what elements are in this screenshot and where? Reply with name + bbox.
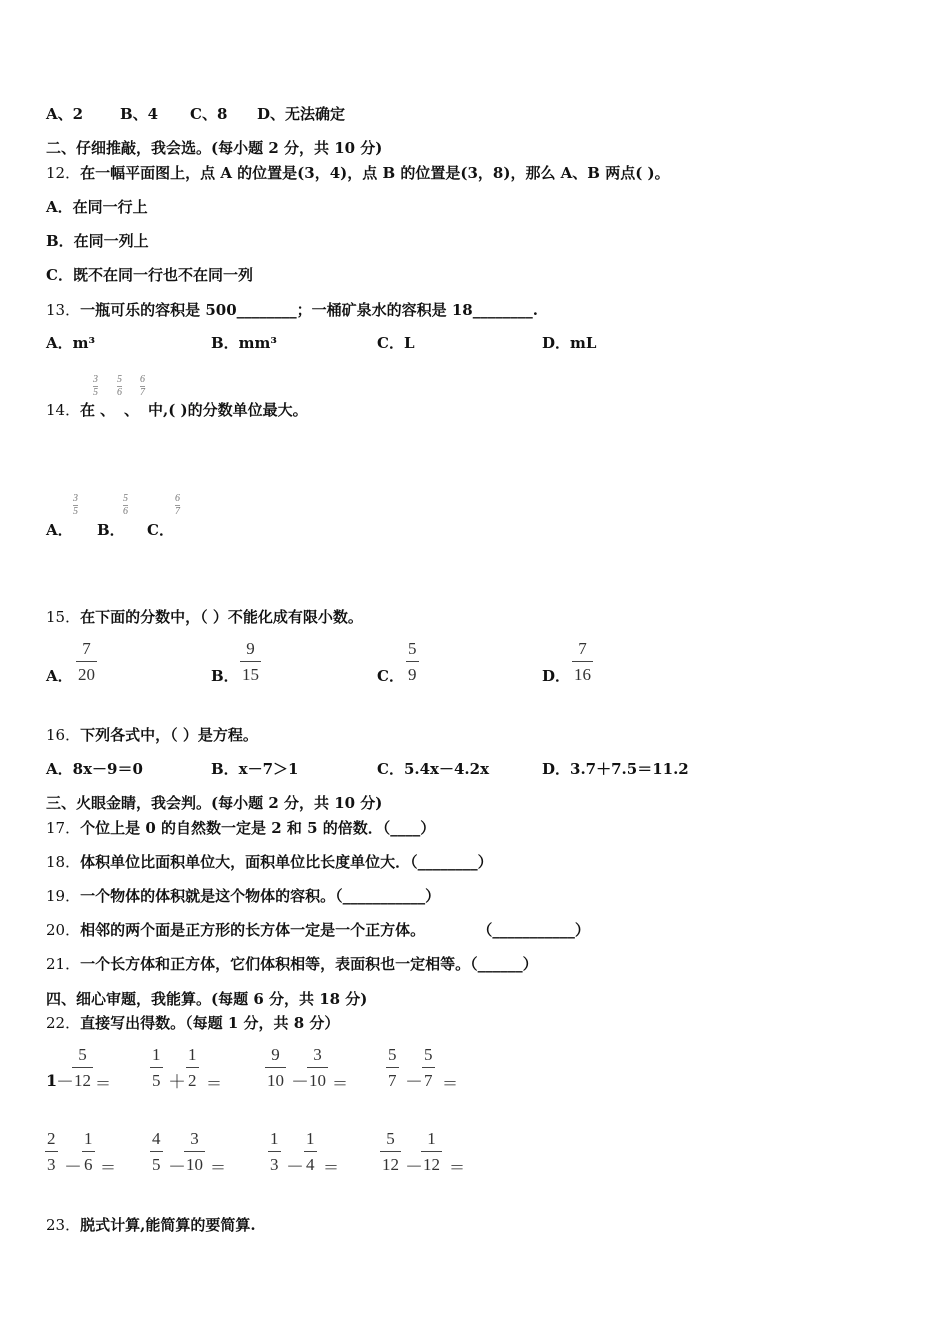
question-text: 个位上是 0 的自然数一定是 2 和 5 的倍数．（____） [80,819,436,837]
q11-option-b[interactable]: B、4 [120,105,159,123]
question-number: 17． [46,819,81,837]
minus-sign: － [286,1157,304,1177]
question-text-after: 中,( )的分数单位最大。 [148,401,308,419]
q12-option-b[interactable]: B．在同一列上 [46,232,149,250]
question-number: 22． [46,1014,81,1032]
question-13 [46,299,538,320]
q14-option-c[interactable]: C． [147,521,174,539]
question-number: 13． [46,301,81,319]
section-2-title: 二、仔细推敲，我会选。(每小题 2 分，共 10 分) [46,139,383,157]
question-text: 一瓶可乐的容积是 500________；一桶矿泉水的容积是 18________. [80,301,538,319]
q12-option-c[interactable]: C．既不在同一行也不在同一列 [46,266,253,284]
fraction: 1 5 [152,1045,161,1090]
q13-option-d[interactable]: D．mL [542,334,597,352]
plus-sign: ＋ [168,1072,186,1092]
fraction-image: 6 7 [175,493,180,517]
question-23 [46,1214,256,1235]
question-15 [46,606,363,627]
fraction-image: 5 6 [123,493,128,517]
minus-sign: － [168,1157,186,1177]
question-text: 在下面的分数中，（ ）不能化成有限小数。 [80,608,363,626]
separator: 、 [100,401,116,419]
fraction: 1 2 [188,1045,197,1090]
q16-option-a[interactable]: A．8x－9＝0 [46,760,143,778]
q13-option-a[interactable]: A．m³ [46,334,96,352]
question-20 [46,919,590,940]
equals-sign: ＝ [449,1158,466,1177]
question-19 [46,885,440,906]
question-22 [46,1012,339,1033]
equals-sign: ＝ [100,1158,117,1177]
question-number: 12． [46,164,81,182]
question-number: 15． [46,608,81,626]
question-number: 14． [46,401,81,419]
fraction: 5 12 [382,1129,399,1174]
separator: 、 [124,401,140,419]
q11-option-d[interactable]: D、无法确定 [257,105,346,123]
equals-sign: ＝ [442,1074,459,1093]
fraction: 1 4 [306,1129,315,1174]
minus-sign: － [56,1072,74,1092]
fraction: 7 20 [78,639,95,684]
equals-sign: ＝ [206,1074,223,1093]
equals-sign: ＝ [95,1074,112,1093]
fraction: 7 16 [574,639,591,684]
minus-sign: － [405,1072,423,1092]
question-16 [46,724,258,745]
fraction: 5 7 [424,1045,433,1090]
fraction: 5 7 [388,1045,397,1090]
q14-option-a[interactable]: A． [46,521,73,539]
section-4-title: 四、细心审题，我能算。(每题 6 分，共 18 分) [46,990,368,1008]
question-text: 脱式计算,能简算的要简算. [80,1216,256,1234]
question-text: 一个长方体和正方体，它们体积相等，表面积也一定相等。（______） [80,955,538,973]
q16-option-b[interactable]: B．x－7＞1 [211,760,299,778]
integer-one: 1 [46,1071,58,1090]
fraction: 1 6 [84,1129,93,1174]
q15-option-a[interactable]: A． [46,667,73,685]
question-text: 体积单位比面积单位大，面积单位比长度单位大．（________） [80,853,493,871]
fraction-image: 5 6 [117,374,122,398]
question-text: 直接写出得数。（每题 1 分，共 8 分） [80,1014,340,1032]
fraction: 1 3 [270,1129,279,1174]
minus-sign: － [405,1157,423,1177]
equals-sign: ＝ [210,1158,227,1177]
fraction: 2 3 [47,1129,56,1174]
fraction: 9 15 [242,639,259,684]
equals-sign: ＝ [323,1158,340,1177]
q13-option-b[interactable]: B．mm³ [211,334,277,352]
q12-option-a[interactable]: A．在同一行上 [46,198,148,216]
q16-option-d[interactable]: D．3.7＋7.5＝11.2 [542,760,689,778]
question-text-before: 在 [80,401,96,419]
q15-option-b[interactable]: B． [211,667,239,685]
question-number: 19． [46,887,81,905]
question-text: 一个物体的体积就是这个物体的容积。（___________） [80,887,441,905]
question-number: 23． [46,1216,81,1234]
minus-sign: － [64,1157,82,1177]
fraction: 1 12 [423,1129,440,1174]
fraction: 5 12 [74,1045,91,1090]
fraction: 9 10 [267,1045,284,1090]
minus-sign: － [291,1072,309,1092]
question-text: 相邻的两个面是正方形的长方体一定是一个正方体。 （___________） [80,921,590,939]
question-number: 21． [46,955,81,973]
fraction-image: 6 7 [140,374,145,398]
fraction: 3 10 [186,1129,203,1174]
equals-sign: ＝ [332,1074,349,1093]
q15-option-d[interactable]: D． [542,667,571,685]
fraction: 3 10 [309,1045,326,1090]
fraction: 5 9 [408,639,417,684]
question-text: 下列各式中，（ ）是方程。 [80,726,258,744]
fraction: 4 5 [152,1129,161,1174]
question-12 [46,162,670,183]
question-number: 20． [46,921,81,939]
question-number: 16． [46,726,81,744]
question-text: 在一幅平面图上，点 A 的位置是(3，4)，点 B 的位置是(3，8)，那么 A、B 两点( )。 [80,164,670,182]
section-3-title: 三、火眼金睛，我会判。(每小题 2 分，共 10 分) [46,794,383,812]
q15-option-c[interactable]: C． [377,667,404,685]
q13-option-c[interactable]: C．L [377,334,415,352]
q11-option-a[interactable]: A、2 [46,105,84,123]
fraction-image: 3 5 [93,374,98,398]
question-21 [46,953,538,974]
q14-option-b[interactable]: B． [97,521,125,539]
fraction-image: 3 5 [73,493,78,517]
q16-option-c[interactable]: C．5.4x－4.2x [377,760,490,778]
question-18 [46,851,493,872]
question-17 [46,817,435,838]
q11-option-c[interactable]: C、8 [190,105,228,123]
question-number: 18． [46,853,81,871]
